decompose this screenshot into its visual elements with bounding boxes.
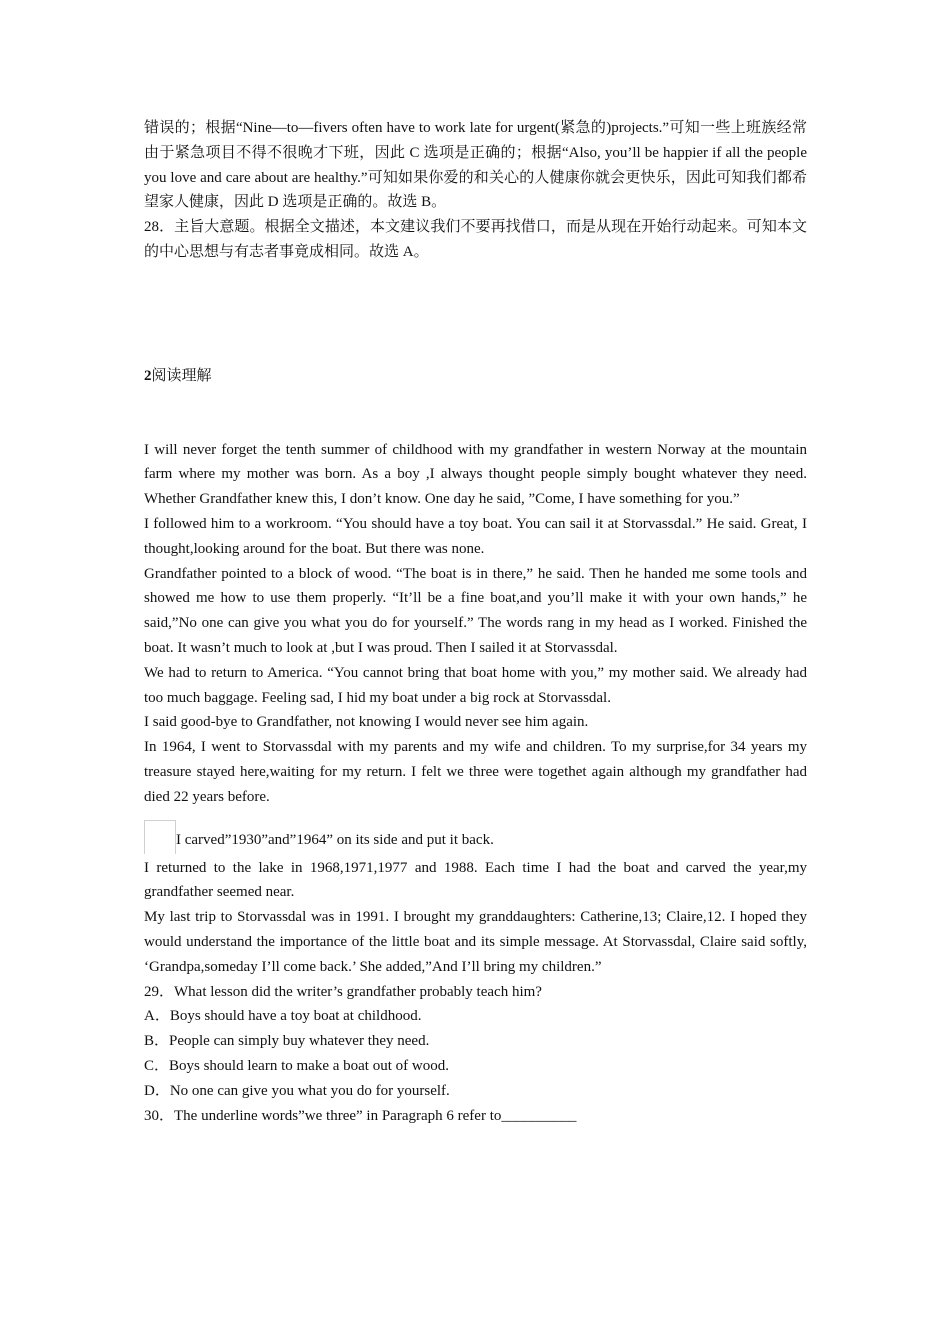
document-page: [144, 116, 807, 1128]
spacer: [144, 389, 807, 438]
question-29-option-a: A．Boys should have a toy boat at childhood.: [144, 1008, 422, 1025]
section-number: 2: [144, 367, 152, 384]
question-29-option-b: B．People can simply buy whatever they need.: [144, 1033, 430, 1050]
question-29-option-d: D．No one can give you what you do for yourself.: [144, 1082, 450, 1099]
passage-paragraph-2: I followed him to a workroom. “You should have a toy boat. You can sail it at Storvassdal.” He said. Great, I thought,looking around for the boat. But there was none.: [144, 515, 807, 557]
figure-caption: I carved”1930”and”1964” on its side and put it back.: [176, 831, 494, 848]
passage-paragraph-7: I returned to the lake in 1968,1971,1977 and 1988. Each time I had the boat and carved the year,my grandfather seemed near.: [144, 859, 807, 901]
question-29-stem: 29．What lesson did the writer’s grandfather probably teach him?: [144, 983, 542, 1000]
question-29-option-c: C．Boys should learn to make a boat out of wood.: [144, 1057, 449, 1074]
question-30-stem: 30．The underline words”we three” in Paragraph 6 refer to__________: [144, 1107, 577, 1124]
passage-paragraph-3: Grandfather pointed to a block of wood. “The boat is in there,” he said. Then he handed me some tools and showed me how to use them properly. “It’ll be a fine boat,and you’ll make it with your own hands,” he said,”No one can give you what you do for yourself.” The words rang in my head as I worked. Finished the boat. It wasn’t much to look at ,but I was proud. Then I sailed it at Storvassdal.: [144, 565, 807, 656]
section-title: 阅读理解: [151, 367, 212, 384]
spacer: [144, 265, 807, 364]
figure-row: [144, 820, 807, 854]
explanation-paragraph-28: 28．主旨大意题。根据全文描述，本文建议我们不要再找借口，而是从现在开始行动起来。可知本文的中心思想与有志者事竟成相同。故选 A。: [144, 219, 807, 260]
passage-paragraph-5: I said good-bye to Grandfather, not knowing I would never see him again.: [144, 714, 589, 731]
passage-paragraph-4: We had to return to America. “You cannot bring that boat home with you,” my mother said. We already had too much baggage. Feeling sad, I hid my boat under a big rock at Storvassdal.: [144, 664, 807, 706]
passage-paragraph-6: In 1964, I went to Storvassdal with my parents and my wife and children. To my surprise,for 34 years my treasure stayed here,waiting for my return. I felt we three were togethet again although my grandfather had died 22 years before.: [144, 739, 807, 805]
passage-paragraph-1: I will never forget the tenth summer of childhood with my grandfather in western Norway at the mountain farm where my mother was born. As a boy ,I always thought people simply bought whatever they need. Whether Grandfather knew this, I don’t know. One day he said, ”Come, I have something for you.”: [144, 441, 807, 508]
passage-paragraph-8: My last trip to Storvassdal was in 1991. I brought my granddaughters: Catherine,13; Claire,12. I hoped they would understand the importance of the little boat and its simple message. At Storvassdal, Claire said softly, ‘Grandpa,someday I’ll come back.’ She added,”And I’ll bring my children.”: [144, 909, 807, 975]
image-placeholder: [144, 820, 176, 854]
explanation-paragraph: 错误的；根据“Nine—to—fivers often have to work late for urgent(紧急的)projects.”可知一些上班族经常由于紧急项目不得不很晚才下班，因此 C 选项是正确的；根据“Also, you’ll be happier if all the people you love and care about are healthy.”可知如果你爱的和关心的人健康你就会更快乐，因此可知我们都希望家人健康，因此 D 选项是正确的。故选 B。: [144, 120, 807, 211]
section-heading: [144, 364, 807, 389]
